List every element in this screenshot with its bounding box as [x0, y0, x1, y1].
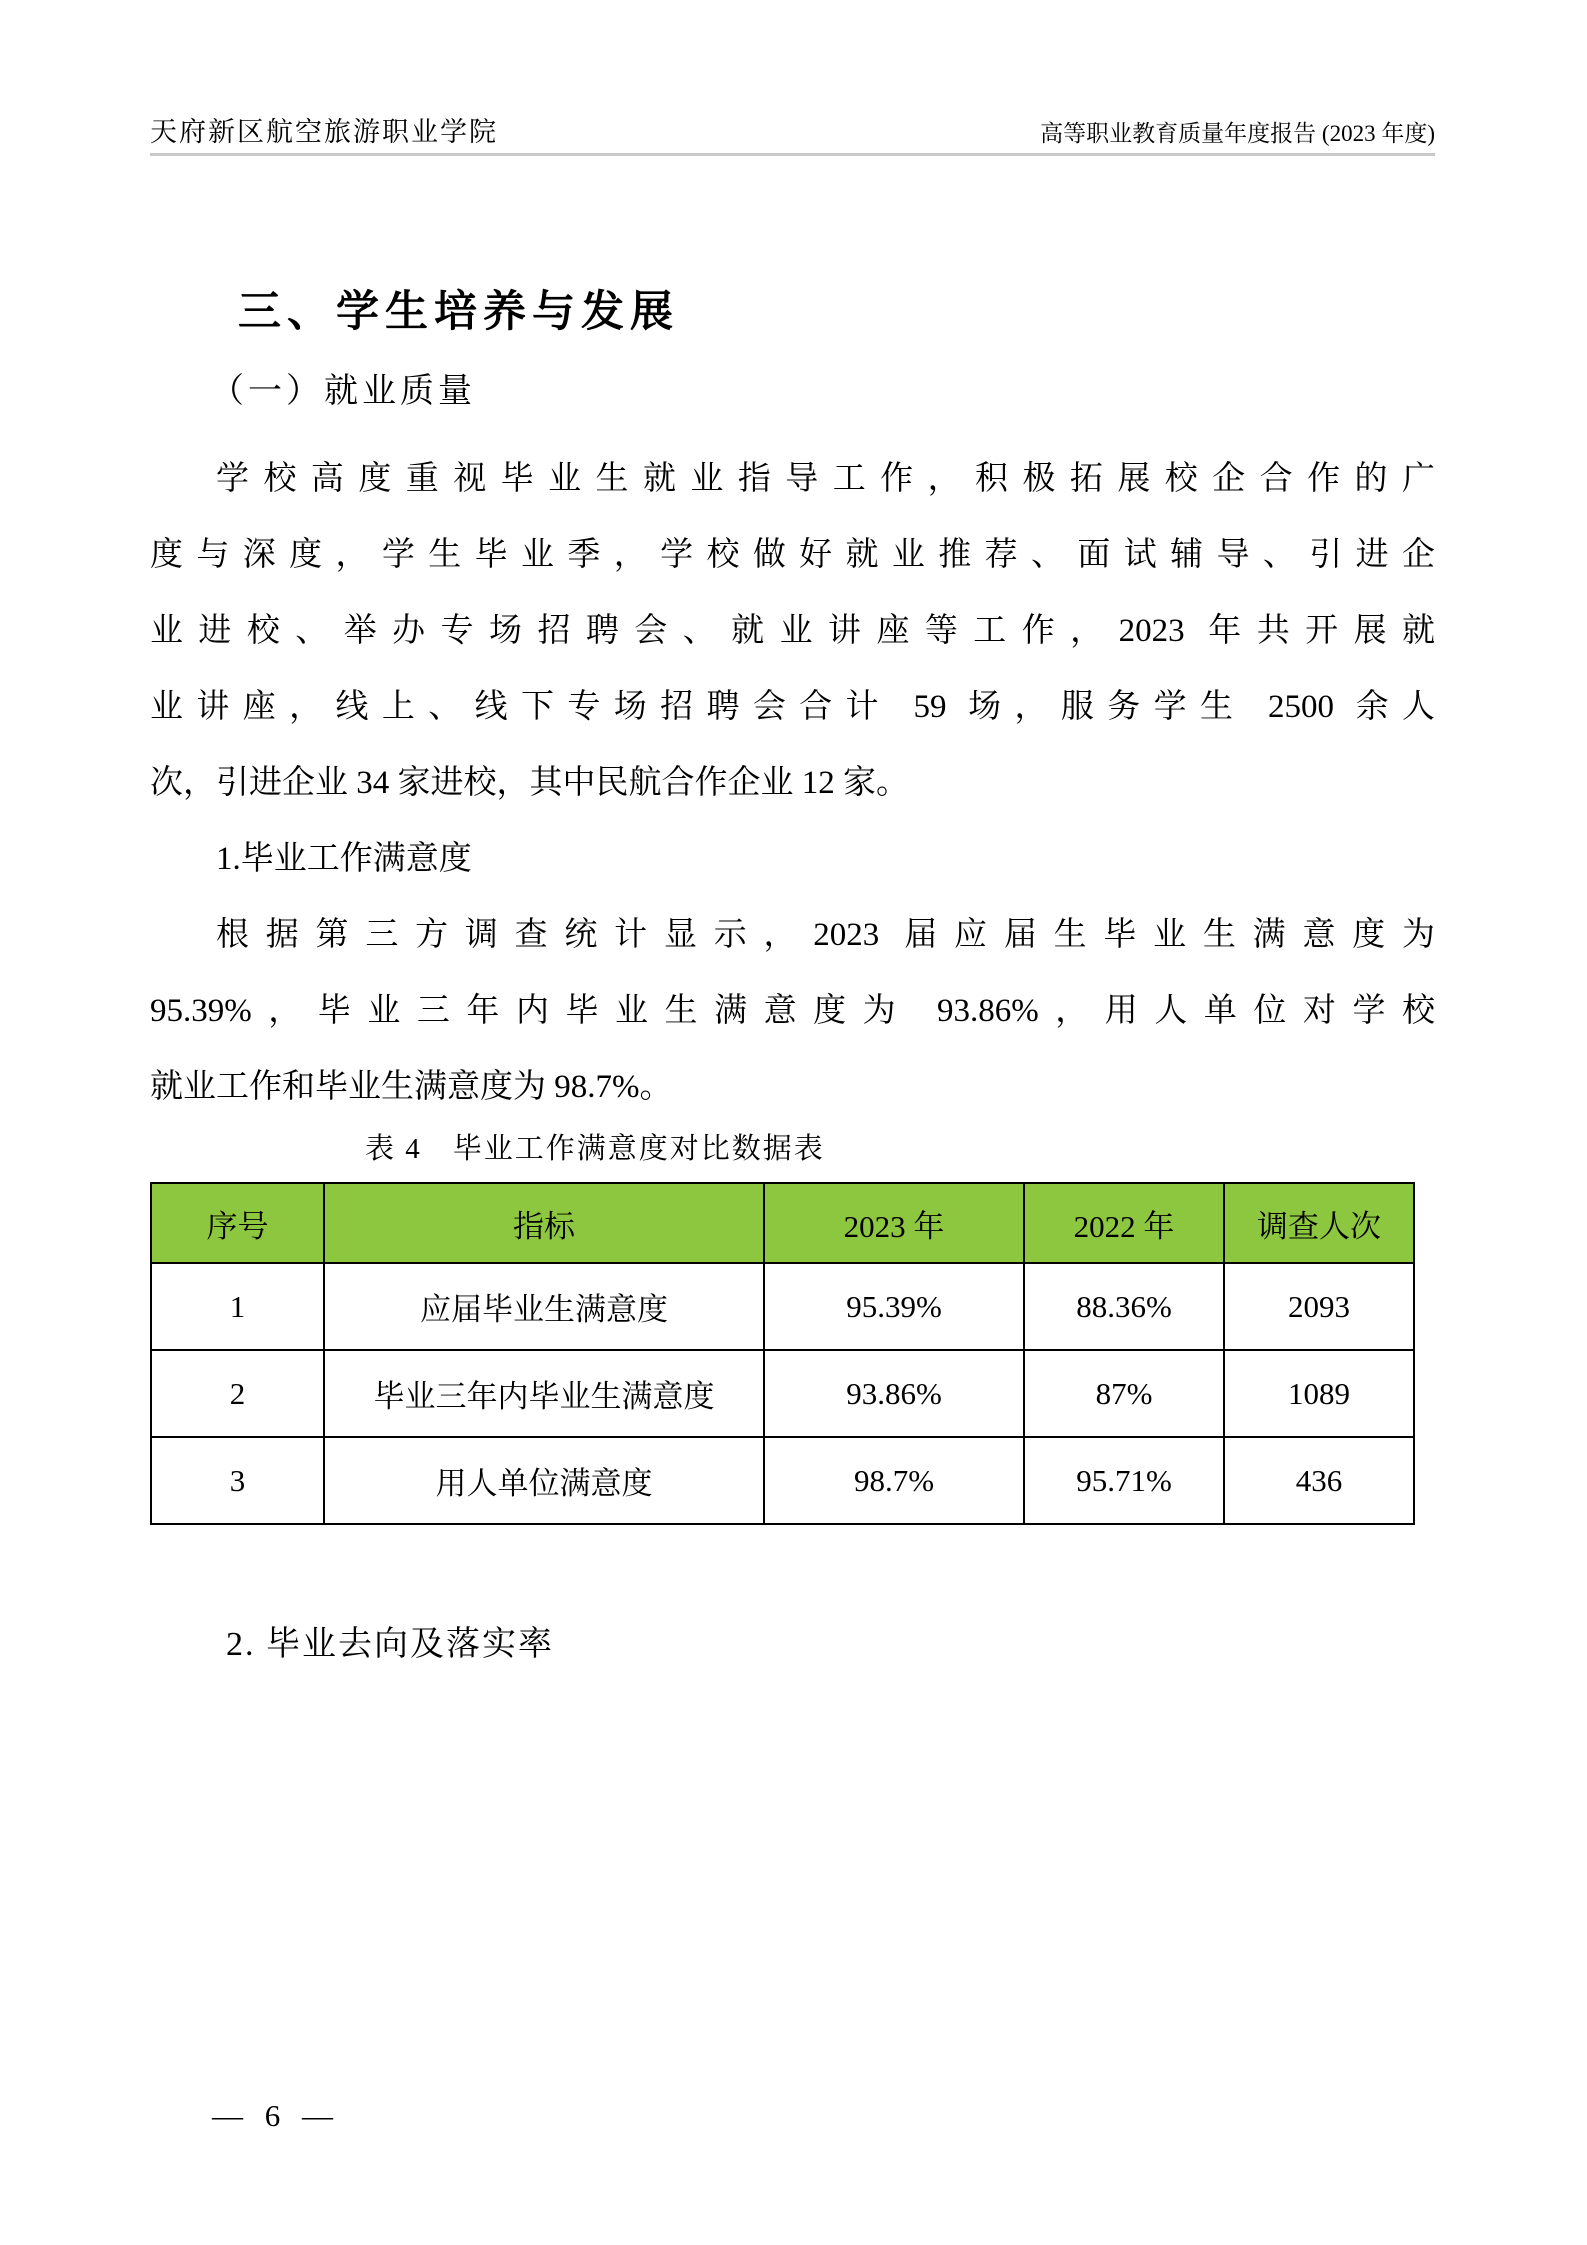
table-header-cell: 2023 年	[764, 1183, 1024, 1263]
satisfaction-table	[150, 1182, 1415, 1525]
table-cell: 436	[1224, 1437, 1414, 1524]
subsection-title: （一）就业质量	[210, 373, 476, 410]
paragraph-line: 就业工作和毕业生满意度为 98.7%。	[150, 1069, 673, 1105]
table-header-row	[151, 1183, 1414, 1263]
paragraph-line: 学校高度重视毕业生就业指导工作，积极拓展校企合作的广	[216, 461, 1435, 497]
paragraph-satisfaction-survey	[150, 897, 1435, 1125]
table-cell: 88.36%	[1024, 1263, 1224, 1350]
table-header-cell: 调查人次	[1224, 1183, 1414, 1263]
header-school-name: 天府新区航空旅游职业学院	[150, 117, 498, 147]
paragraph-line: 度与深度，学生毕业季，学校做好就业推荐、面试辅导、引进企	[150, 537, 1435, 573]
table-cell: 93.86%	[764, 1350, 1024, 1437]
paragraph-line: 次，引进企业 34 家进校，其中民航合作企业 12 家。	[150, 765, 909, 801]
table-row	[151, 1437, 1414, 1524]
header-report-title: 高等职业教育质量年度报告 (2023 年度)	[1040, 121, 1435, 146]
paragraph-line: 业讲座，线上、线下专场招聘会合计 59 场，服务学生 2500 余人	[150, 689, 1435, 725]
table-cell: 98.7%	[764, 1437, 1024, 1524]
table-caption: 表 4 毕业工作满意度对比数据表	[365, 1133, 825, 1165]
table-cell: 95.71%	[1024, 1437, 1224, 1524]
table-cell: 95.39%	[764, 1263, 1024, 1350]
paragraph-line: 根据第三方调查统计显示，2023 届应届生毕业生满意度为	[216, 917, 1435, 953]
table-cell: 应届毕业生满意度	[324, 1263, 764, 1350]
table-row	[151, 1350, 1414, 1437]
table-cell: 1089	[1224, 1350, 1414, 1437]
page-number: — 6 —	[212, 2098, 336, 2133]
table-row	[151, 1263, 1414, 1350]
paragraph-employment-guidance	[150, 441, 1435, 821]
table-cell: 3	[151, 1437, 324, 1524]
table-cell: 2	[151, 1350, 324, 1437]
table-cell: 毕业三年内毕业生满意度	[324, 1350, 764, 1437]
table-header-cell: 指标	[324, 1183, 764, 1263]
section-title: 三、学生培养与发展	[238, 288, 679, 336]
paragraph-line: 业进校、举办专场招聘会、就业讲座等工作，2023 年共开展就	[150, 613, 1435, 649]
sub2-title: 2. 毕业去向及落实率	[226, 1626, 554, 1663]
paragraph-line: 95.39%，毕业三年内毕业生满意度为 93.86%，用人单位对学校	[150, 993, 1435, 1029]
table-cell: 87%	[1024, 1350, 1224, 1437]
table-cell: 用人单位满意度	[324, 1437, 764, 1524]
page-content	[150, 0, 1435, 1669]
table-header-cell: 2022 年	[1024, 1183, 1224, 1263]
table-cell: 2093	[1224, 1263, 1414, 1350]
sub1-title: 1.毕业工作满意度	[216, 841, 472, 877]
table-header-cell: 序号	[151, 1183, 324, 1263]
table-cell: 1	[151, 1263, 324, 1350]
